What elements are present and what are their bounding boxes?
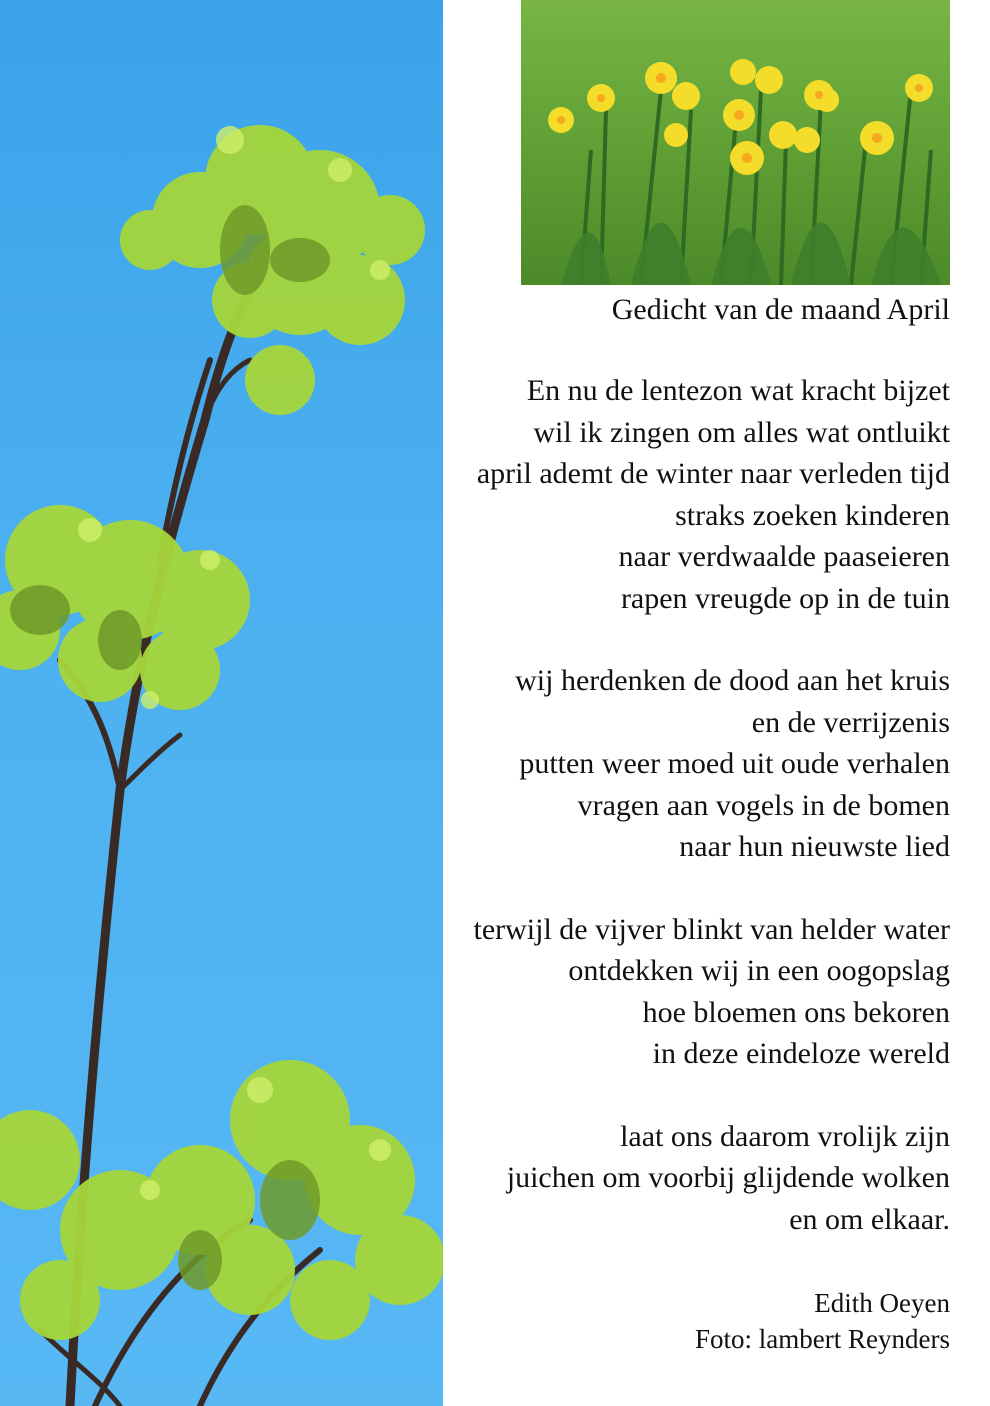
poem-line: En nu de lentezon wat kracht bijzet [526, 374, 950, 407]
poem-line: in deze eindeloze wereld [652, 1037, 950, 1070]
poem-line: naar verdwaalde paaseieren [618, 540, 950, 573]
poem-line: ontdekken wij in een oogopslag [568, 954, 950, 987]
credits [695, 1285, 950, 1357]
poem-line: laat ons daarom vrolijk zijn [620, 1119, 950, 1153]
photo-credit: Foto: lambert Reynders [695, 1324, 950, 1354]
poem-line: wij herdenken de dood aan het kruis [515, 664, 950, 697]
author-name: Edith Oeyen [814, 1288, 950, 1318]
poem-line: wil ik zingen om alles wat ontluikt [533, 415, 950, 449]
poem-line: vragen aan vogels in de bomen [577, 788, 950, 822]
poem-line: juichen om voorbij glijdende wolken [506, 1161, 950, 1194]
poem-line: hoe bloemen ons bekoren [642, 995, 950, 1029]
stanza [330, 660, 950, 868]
poem-line: rapen vreugde op in de tuin [620, 581, 950, 615]
daffodils-illustration [521, 0, 950, 285]
poem-title: Gedicht van de maand April [611, 293, 950, 326]
stanza [330, 370, 950, 619]
stanza [330, 1116, 950, 1241]
poem-line: en om elkaar. [789, 1202, 950, 1236]
poem-line: straks zoeken kinderen [675, 498, 950, 532]
daffodils-photo [521, 0, 950, 285]
poem-body [330, 370, 950, 1281]
poem-line: april ademt de winter naar verleden tijd [476, 457, 950, 490]
poem-line: putten weer moed uit oude verhalen [519, 747, 950, 780]
poem-line: terwijl de vijver blinkt van helder water [473, 912, 950, 946]
poem-line: naar hun nieuwste lied [679, 830, 950, 863]
stanza [330, 909, 950, 1075]
poem-line: en de verrijzenis [751, 705, 950, 739]
